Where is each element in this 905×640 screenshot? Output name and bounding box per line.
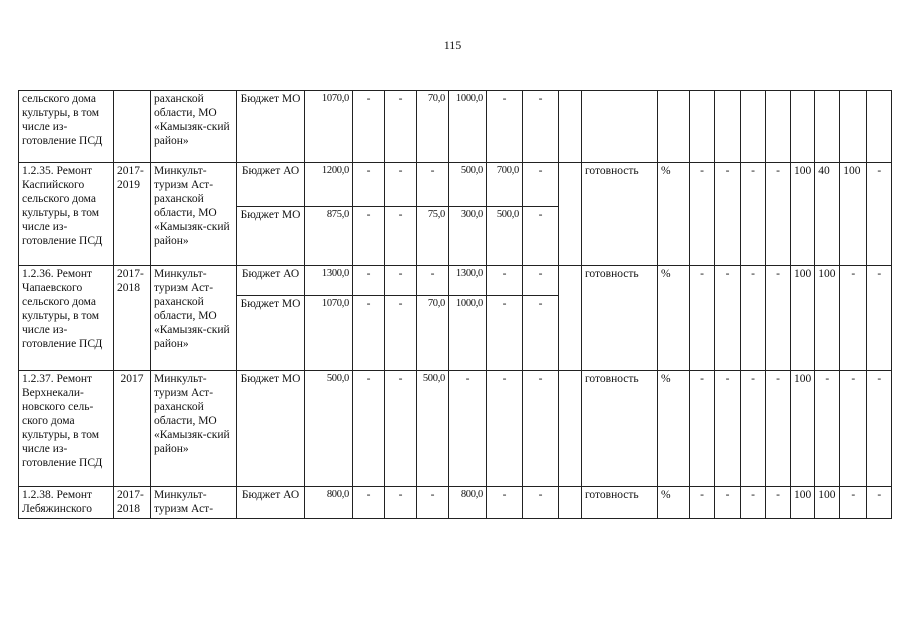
value-cell: 500,0 bbox=[417, 371, 449, 487]
target-cell: - bbox=[766, 266, 791, 371]
value-cell: 500,0 bbox=[449, 163, 487, 207]
measure-name: 1.2.35. Ремонт Каспийского сельского дома культуры, в том числе из-готовление ПСД bbox=[19, 163, 114, 266]
table-row bbox=[19, 487, 892, 519]
funding-source: Бюджет МО bbox=[237, 207, 305, 266]
value-cell: - bbox=[385, 207, 417, 266]
target-cell: - bbox=[766, 487, 791, 519]
value-cell: 500,0 bbox=[487, 207, 523, 266]
value-cell: - bbox=[523, 371, 559, 487]
value-cell: - bbox=[417, 163, 449, 207]
measure-name: 1.2.38. Ремонт Лебяжинского bbox=[19, 487, 114, 519]
target-cell: - bbox=[840, 266, 867, 371]
value-cell: - bbox=[385, 371, 417, 487]
target-cell: - bbox=[715, 371, 741, 487]
target-cell: 100 bbox=[791, 163, 815, 266]
value-cell: - bbox=[385, 487, 417, 519]
value-cell: 1070,0 bbox=[305, 91, 353, 163]
value-cell: - bbox=[353, 163, 385, 207]
value-cell: - bbox=[353, 266, 385, 296]
indicator-cell: готовность bbox=[582, 371, 658, 487]
value-cell: - bbox=[449, 371, 487, 487]
target-cell: - bbox=[690, 371, 715, 487]
years-cell: 2017-2018 bbox=[114, 266, 151, 371]
target-cell: - bbox=[867, 163, 892, 266]
target-cell: - bbox=[815, 371, 840, 487]
program-table bbox=[18, 90, 892, 519]
funding-source: Бюджет АО bbox=[237, 266, 305, 296]
value-cell: - bbox=[417, 266, 449, 296]
years-cell bbox=[114, 91, 151, 163]
value-cell: - bbox=[353, 296, 385, 371]
value-cell: - bbox=[385, 91, 417, 163]
executor-cell: Минкульт-туризм Аст-раханской области, МО «Камызяк-ский район» bbox=[151, 371, 237, 487]
value-cell: 1000,0 bbox=[449, 296, 487, 371]
indicator-cell: готовность bbox=[582, 163, 658, 266]
indicator-cell: готовность bbox=[582, 487, 658, 519]
indicator-cell: готовность bbox=[582, 266, 658, 371]
target-cell: - bbox=[867, 371, 892, 487]
value-cell: 1300,0 bbox=[305, 266, 353, 296]
years-cell: 2017 bbox=[114, 371, 151, 487]
target-cell: - bbox=[715, 487, 741, 519]
value-cell: 1070,0 bbox=[305, 296, 353, 371]
target-cell: - bbox=[766, 371, 791, 487]
value-cell: - bbox=[523, 266, 559, 296]
target-cell: 100 bbox=[815, 487, 840, 519]
funding-source: Бюджет МО bbox=[237, 371, 305, 487]
target-cell: 100 bbox=[791, 266, 815, 371]
target-cell: - bbox=[690, 266, 715, 371]
table-row bbox=[19, 91, 892, 163]
table-row bbox=[19, 371, 892, 487]
target-cell: - bbox=[867, 266, 892, 371]
value-cell: - bbox=[385, 266, 417, 296]
value-cell: - bbox=[523, 163, 559, 207]
value-cell: - bbox=[487, 266, 523, 296]
value-cell: 500,0 bbox=[305, 371, 353, 487]
value-cell: - bbox=[353, 487, 385, 519]
target-cell: - bbox=[741, 487, 766, 519]
executor-cell: раханской области, МО «Камызяк-ский район» bbox=[151, 91, 237, 163]
target-cell: - bbox=[840, 487, 867, 519]
target-cell: - bbox=[766, 163, 791, 266]
value-cell: - bbox=[523, 207, 559, 266]
target-cell: - bbox=[741, 371, 766, 487]
value-cell: - bbox=[353, 207, 385, 266]
value-cell: - bbox=[353, 371, 385, 487]
value-cell: - bbox=[353, 91, 385, 163]
funding-source: Бюджет АО bbox=[237, 487, 305, 519]
target-cell: - bbox=[715, 163, 741, 266]
value-cell: - bbox=[417, 487, 449, 519]
years-cell: 2017-2019 bbox=[114, 163, 151, 266]
value-cell: 1000,0 bbox=[449, 91, 487, 163]
value-cell: 70,0 bbox=[417, 91, 449, 163]
value-cell: - bbox=[385, 163, 417, 207]
page-number: 115 bbox=[443, 38, 462, 52]
value-cell: - bbox=[487, 487, 523, 519]
target-cell: - bbox=[690, 487, 715, 519]
table-row bbox=[19, 266, 892, 296]
target-cell: 100 bbox=[815, 266, 840, 371]
target-cell: - bbox=[690, 163, 715, 266]
value-cell: 1200,0 bbox=[305, 163, 353, 207]
funding-source: Бюджет МО bbox=[237, 296, 305, 371]
value-cell: 75,0 bbox=[417, 207, 449, 266]
value-cell: - bbox=[523, 91, 559, 163]
measure-name: 1.2.36. Ремонт Чапаевского сельского дома культуры, в том числе из-готовление ПСД bbox=[19, 266, 114, 371]
unit-cell: % bbox=[658, 487, 690, 519]
executor-cell: Минкульт-туризм Аст-раханской области, МО «Камызяк-ский район» bbox=[151, 266, 237, 371]
value-cell: 70,0 bbox=[417, 296, 449, 371]
executor-cell: Минкульт-туризм Аст-раханской области, МО «Камызяк-ский район» bbox=[151, 163, 237, 266]
value-cell: 300,0 bbox=[449, 207, 487, 266]
target-cell: - bbox=[867, 487, 892, 519]
value-cell: - bbox=[487, 91, 523, 163]
target-cell: 100 bbox=[791, 487, 815, 519]
value-cell: - bbox=[523, 487, 559, 519]
target-cell: 100 bbox=[791, 371, 815, 487]
value-cell: 875,0 bbox=[305, 207, 353, 266]
executor-cell: Минкульт-туризм Аст- bbox=[151, 487, 237, 519]
value-cell: - bbox=[523, 296, 559, 371]
table-row bbox=[19, 163, 892, 207]
target-cell: 40 bbox=[815, 163, 840, 266]
unit-cell: % bbox=[658, 371, 690, 487]
value-cell: - bbox=[487, 296, 523, 371]
years-cell: 2017-2018 bbox=[114, 487, 151, 519]
target-cell: - bbox=[715, 266, 741, 371]
target-cell: 100 bbox=[840, 163, 867, 266]
value-cell: - bbox=[385, 296, 417, 371]
target-cell: - bbox=[741, 163, 766, 266]
funding-source: Бюджет МО bbox=[237, 91, 305, 163]
value-cell: 800,0 bbox=[305, 487, 353, 519]
value-cell: 1300,0 bbox=[449, 266, 487, 296]
target-cell: - bbox=[741, 266, 766, 371]
measure-name: 1.2.37. Ремонт Верхнекали-новского сель-ского дома культуры, в том числе из-готовление ПСД bbox=[19, 371, 114, 487]
unit-cell: % bbox=[658, 163, 690, 266]
measure-name: сельского дома культуры, в том числе из-готовление ПСД bbox=[19, 91, 114, 163]
value-cell: - bbox=[487, 371, 523, 487]
value-cell: 700,0 bbox=[487, 163, 523, 207]
unit-cell: % bbox=[658, 266, 690, 371]
target-cell: - bbox=[840, 371, 867, 487]
value-cell: 800,0 bbox=[449, 487, 487, 519]
funding-source: Бюджет АО bbox=[237, 163, 305, 207]
